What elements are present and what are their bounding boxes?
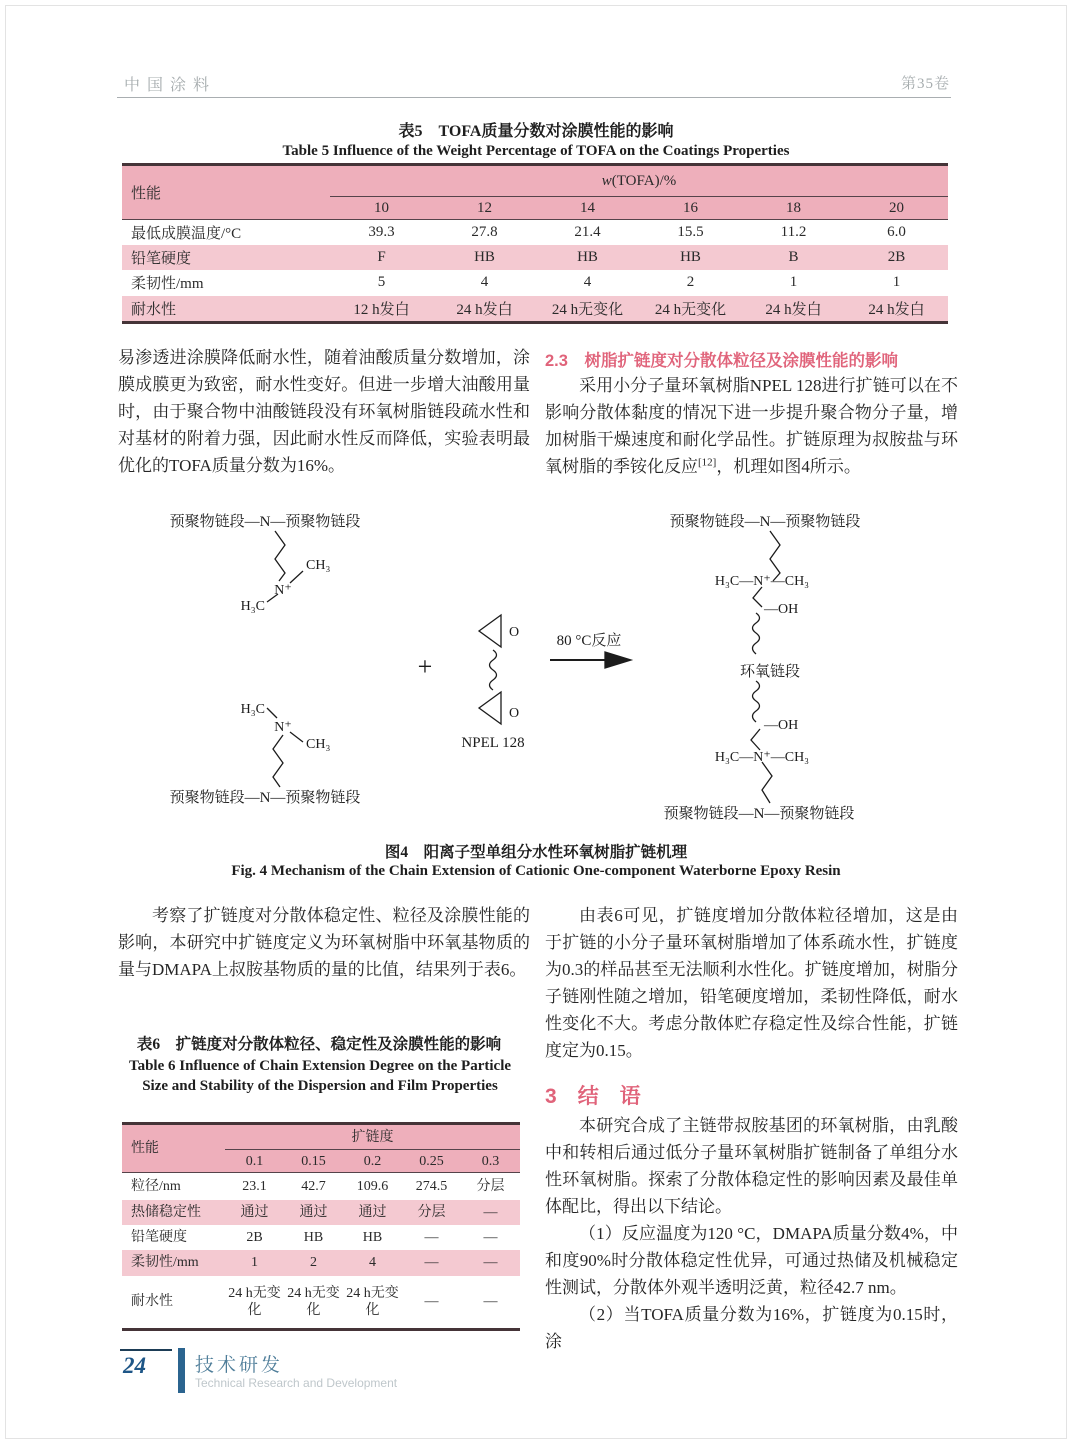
- npel-128-label: NPEL 128: [461, 735, 525, 751]
- cell: 42.7: [301, 1178, 326, 1194]
- bond: [290, 732, 303, 742]
- group-header-rest: (TOFA)/%: [611, 172, 677, 189]
- table5-property-header: 性能: [122, 165, 330, 220]
- cell: 1: [789, 274, 798, 290]
- cell: 4: [369, 1255, 376, 1270]
- figure4-caption-en: Fig. 4 Mechanism of the Chain Extension of Cationic One-component Waterborne Epoxy Resin: [231, 863, 841, 879]
- table6-caption-en: Table 6 Influence of Chain Extension Degree on the Particle Size and Stability of the Dispersion and Film Properties: [128, 1058, 512, 1094]
- row-label: 热储稳定性: [131, 1204, 201, 1220]
- row-label: 柔韧性/mm: [131, 1255, 199, 1270]
- cell: 24 h无变化: [551, 301, 624, 318]
- table-5: [122, 163, 948, 324]
- paragraph-text: ，机理如图4所示。: [716, 457, 861, 476]
- cell: 5: [377, 274, 386, 290]
- cell: —: [483, 1229, 498, 1245]
- table6-col: 0.3: [461, 1150, 520, 1173]
- row-label: 最低成膜温度/°C: [131, 225, 242, 242]
- conclusion-block: [545, 1112, 958, 1355]
- cell: 24 h无变化: [346, 1285, 399, 1318]
- table-row: [122, 1250, 520, 1276]
- journal-name: 中国涂料: [124, 77, 217, 94]
- cell: 6.0: [887, 223, 906, 240]
- row-label: 铅笔硬度: [131, 250, 192, 267]
- table5-col: 18: [742, 197, 845, 220]
- oxygen-label: O: [509, 625, 520, 640]
- page-number: 24: [123, 1353, 146, 1378]
- bond-chain: [275, 531, 285, 581]
- cell: 4: [583, 274, 592, 290]
- paragraph: （2）当TOFA质量分数为16%，扩链度为0.15时，涂: [545, 1305, 958, 1351]
- cell: 通过: [358, 1204, 387, 1220]
- n-plus-label: N⁺: [274, 720, 292, 735]
- table-row: [122, 270, 948, 296]
- reaction-condition-label: 80 °C反应: [556, 633, 622, 649]
- cell: 274.5: [415, 1178, 448, 1194]
- cell: HB: [303, 1229, 324, 1245]
- table6-col: 0.1: [225, 1150, 284, 1173]
- header-rule: [117, 97, 951, 98]
- cell: 24 h无变化: [228, 1285, 281, 1318]
- table-row: [122, 1225, 520, 1250]
- cell: HB: [474, 248, 495, 265]
- cell: 12 h发白: [353, 301, 410, 318]
- paragraph: （1）反应温度为120 °C，DMAPA质量分数4%，中和度90%时分散体稳定性优异，可通过热储及机械稳定性测试，分散体外观半透明泛黄，粒径42.7 nm。: [545, 1224, 958, 1297]
- row-label: 耐水性: [131, 301, 177, 318]
- footer-section-zh: 技术研发: [195, 1355, 284, 1376]
- table-6: [122, 1122, 520, 1331]
- cell: 39.3: [368, 223, 395, 240]
- row-label: 柔韧性/mm: [131, 276, 204, 292]
- prepolymer-label: 预聚物链段—N—预聚物链段: [669, 514, 861, 530]
- ch3-label: CH₃: [306, 558, 331, 573]
- cell: B: [788, 248, 799, 265]
- table6-caption-zh: 表6 扩链度对分散体粒径、稳定性及涂膜性能的影响: [136, 1036, 502, 1053]
- cell: 2: [686, 274, 695, 290]
- cell: 24 h发白: [765, 301, 822, 318]
- table-row: [122, 1173, 520, 1200]
- cell: HB: [577, 248, 598, 265]
- cell: 23.1: [242, 1178, 267, 1194]
- cell: 27.8: [471, 223, 498, 240]
- cell: HB: [362, 1229, 383, 1245]
- table5-group-header: [330, 165, 948, 197]
- h3c-label: H₃C: [240, 599, 265, 614]
- cell: 24 h发白: [456, 301, 513, 318]
- table6-col: 0.15: [284, 1150, 343, 1173]
- table6-col: 0.25: [402, 1150, 461, 1173]
- table5-caption-zh: 表5 TOFA质量分数对涂膜性能的影响: [398, 123, 674, 140]
- bond: [290, 571, 303, 583]
- row-label: 耐水性: [131, 1294, 173, 1310]
- prepolymer-label: 预聚物链段—N—预聚物链段: [663, 806, 855, 822]
- volume-number: 第35卷: [900, 76, 950, 92]
- cell: 1: [251, 1255, 258, 1270]
- cell: HB: [680, 248, 701, 265]
- bond-chain: [273, 735, 283, 787]
- footer-blue-bar: [178, 1348, 185, 1393]
- cell: 1: [892, 274, 901, 290]
- paragraph: 本研究合成了主链带叔胺基团的环氧树脂，由乳酸中和转相后通过低分子量环氧树脂扩链制备了单组分水性环氧树脂。探索了分散体稳定性的影响因素及最佳单体配比，得出以下结论。: [545, 1116, 958, 1216]
- footer-section-en: Technical Research and Development: [195, 1376, 398, 1390]
- cell: 分层: [417, 1204, 446, 1220]
- bond-chain: [753, 587, 762, 607]
- cell: 2B: [887, 248, 906, 265]
- cell: 15.5: [677, 223, 704, 240]
- paragraph: 由表6可见，扩链度增加分散体粒径增加，这是由于扩链的小分子量环氧树脂增加了体系疏水性，扩链度为0.3的样品甚至无法顺利水性化。扩链度增加，树脂分子链刚性随之增加，铅笔硬度增加，柔韧性降低，耐水性变化不大。考虑分散体贮存稳定性及综合性能，扩链度定为0.15。: [545, 906, 958, 1060]
- group-header-italic: w: [601, 172, 612, 189]
- cell: 21.4: [574, 223, 601, 240]
- table5-col: 16: [639, 197, 742, 220]
- plus-sign: +: [417, 652, 433, 681]
- table5-col: 12: [433, 197, 536, 220]
- bond-chain: [751, 729, 760, 750]
- row-label: 粒径/nm: [131, 1178, 181, 1194]
- table6-property-header: 性能: [122, 1124, 225, 1173]
- figure4-reaction-scheme: [115, 495, 975, 840]
- oh-label: —OH: [764, 602, 799, 617]
- cell: —: [483, 1204, 498, 1220]
- cell: 4: [480, 274, 489, 290]
- section-heading-3: [545, 1080, 960, 1110]
- quaternary-ammonium-label: H₃C—N⁺—CH₃: [714, 750, 810, 765]
- cell: —: [483, 1255, 498, 1270]
- oxygen-label: O: [509, 706, 520, 721]
- table6-group-header: 扩链度: [225, 1124, 520, 1150]
- prepolymer-label: 预聚物链段—N—预聚物链段: [169, 514, 361, 530]
- cell: 2B: [246, 1229, 263, 1245]
- table-row: [122, 220, 948, 245]
- wavy-backbone: [490, 650, 497, 690]
- cell: 109.6: [356, 1178, 389, 1194]
- n-plus-label: N⁺: [274, 583, 292, 598]
- cell: 通过: [240, 1204, 269, 1220]
- citation-superscript: [12]: [698, 456, 717, 469]
- cell: —: [424, 1294, 439, 1310]
- wavy-backbone: [753, 613, 760, 654]
- table-row: [122, 245, 948, 270]
- section-heading-2-3: [545, 347, 960, 371]
- cell: —: [424, 1255, 439, 1270]
- table5-caption-en: Table 5 Influence of the Weight Percentage of TOFA on the Coatings Properties: [282, 143, 790, 159]
- cell: 24 h无变化: [654, 301, 727, 318]
- cell: 11.2: [780, 223, 807, 240]
- section-number: 3: [545, 1085, 557, 1108]
- h3c-label: H₃C: [240, 702, 265, 717]
- section-number: 2.3: [545, 352, 568, 370]
- epoxide-ring: [479, 692, 501, 724]
- table6-col: 0.2: [343, 1150, 402, 1173]
- cell: 分层: [476, 1178, 505, 1194]
- table-row: [122, 1276, 520, 1330]
- table-row: [122, 296, 948, 323]
- ch3-label: CH₃: [306, 737, 331, 752]
- cell: 2: [310, 1255, 317, 1270]
- reaction-arrow-head: [605, 652, 631, 668]
- footer-accent-line: [120, 1349, 172, 1351]
- table5-col: 20: [845, 197, 948, 220]
- epoxy-segment-label: 环氧链段: [739, 664, 801, 680]
- wavy-backbone: [753, 681, 760, 722]
- cell: 24 h无变化: [287, 1285, 340, 1318]
- paragraph: [545, 372, 958, 480]
- row-label: 铅笔硬度: [131, 1229, 187, 1245]
- table5-col: 10: [330, 197, 433, 220]
- section-title: 结 语: [577, 1085, 641, 1108]
- cell: —: [483, 1294, 498, 1310]
- section-title: 树脂扩链度对分散体粒径及涂膜性能的影响: [584, 352, 898, 370]
- bond: [267, 708, 277, 718]
- cell: —: [424, 1229, 439, 1245]
- paragraph: 易渗透进涂膜降低耐水性，随着油酸质量分数增加，涂膜成膜更为致密，耐水性变好。但进一步增大油酸用量时，由于聚合物中油酸链段没有环氧树脂链段疏水性和对基材的附着力强，因此耐水性反而降低，实验表明最优化的TOFA质量分数为16%。: [118, 348, 530, 475]
- table-row: [122, 1200, 520, 1225]
- epoxide-ring: [479, 615, 501, 647]
- cell: F: [377, 248, 386, 265]
- paragraph: 考察了扩链度对分散体稳定性、粒径及涂膜性能的影响，本研究中扩链度定义为环氧树脂中环氧基物质的量与DMAPA上叔胺基物质的量的比值，结果列于表6。: [118, 906, 530, 979]
- cell: 24 h发白: [868, 301, 925, 318]
- quaternary-ammonium-label: H₃C—N⁺—CH₃: [714, 574, 810, 589]
- table5-col: 14: [536, 197, 639, 220]
- figure4-caption-zh: 图4 阳离子型单组分水性环氧树脂扩链机理: [384, 844, 688, 861]
- bond-chain: [762, 762, 772, 803]
- oh-label: —OH: [764, 718, 799, 733]
- cell: 通过: [299, 1204, 328, 1220]
- paragraph-text: 采用小分子量环氧树脂NPEL 128进行扩链可以在不影响分散体黏度的情况下进一步提升聚合物分子量，增加树脂干燥速度和耐化学品性。扩链原理为叔胺盐与环氧树脂的季铵化反应: [545, 376, 958, 476]
- prepolymer-label: 预聚物链段—N—预聚物链段: [169, 790, 361, 806]
